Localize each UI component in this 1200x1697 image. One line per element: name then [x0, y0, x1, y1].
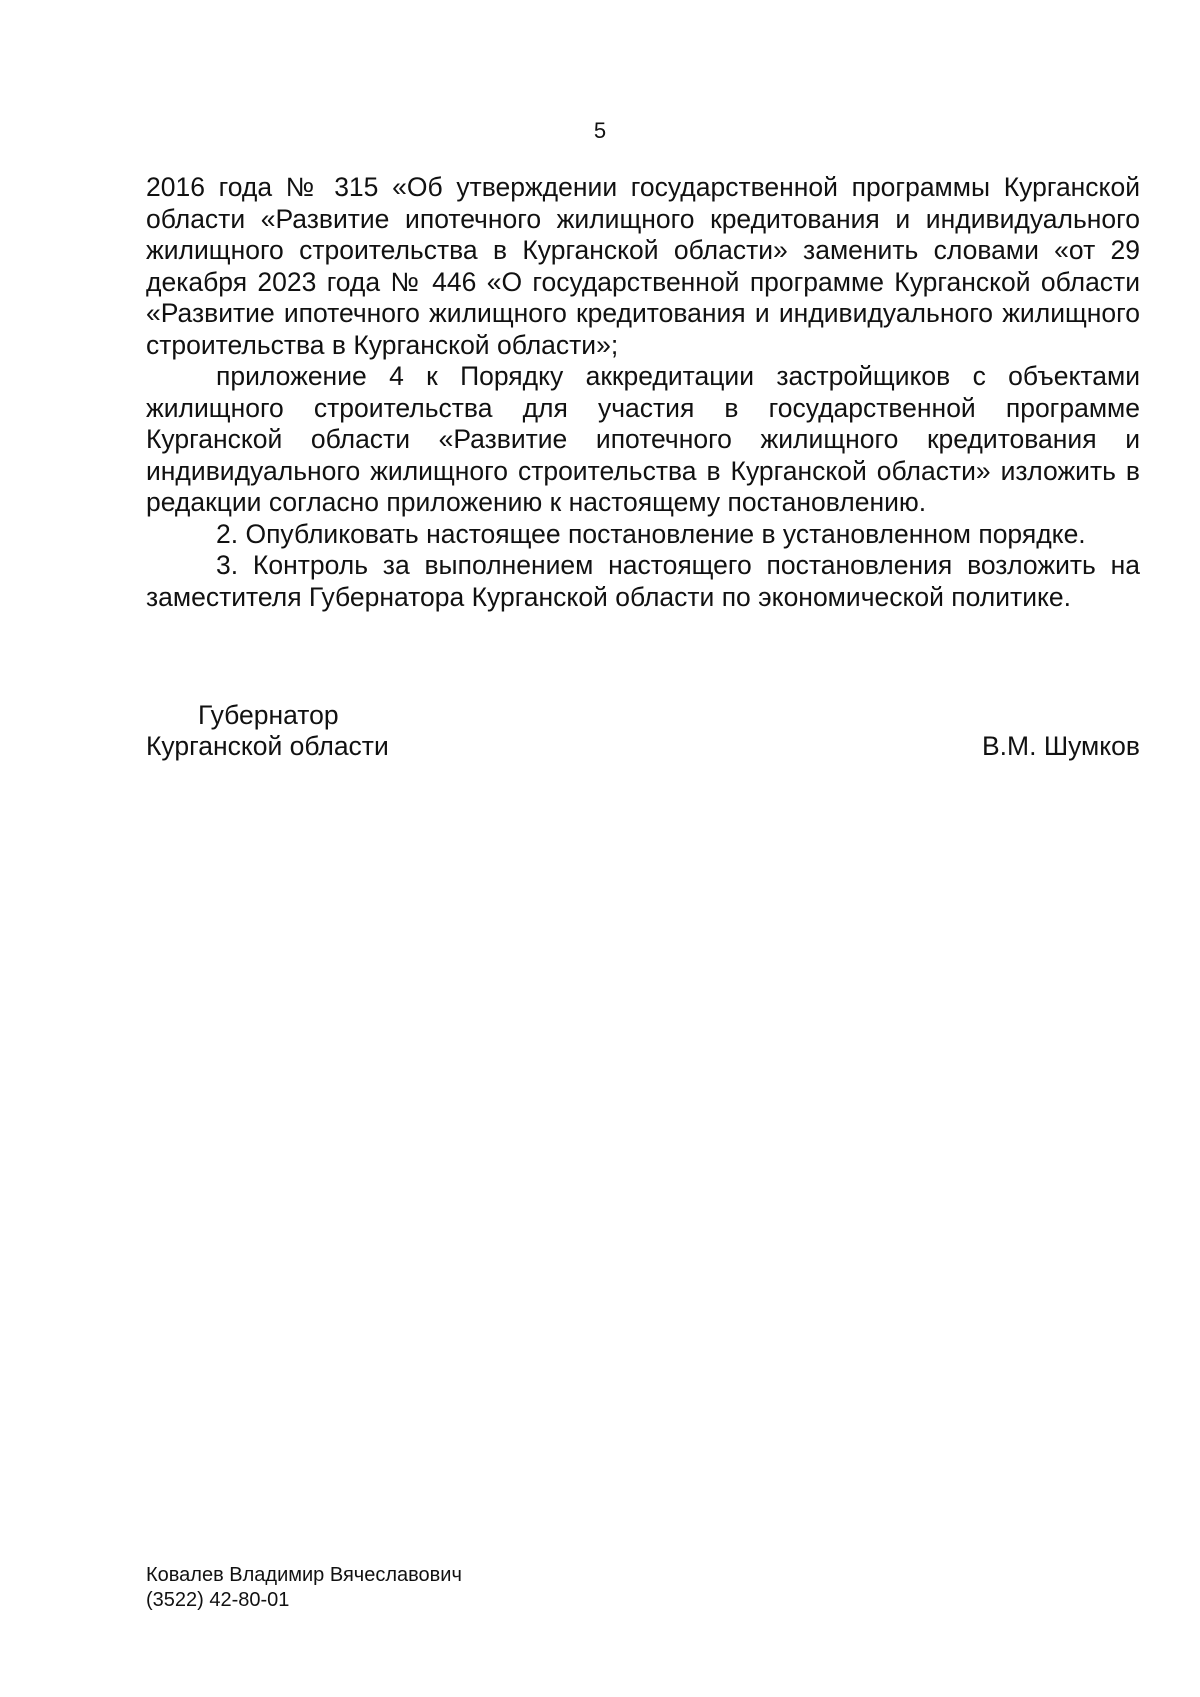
- paragraph-appendix-4: приложение 4 к Порядку аккредитации застройщиков с объектами жилищного строительства для участия в государственной программе Курганской области «Развитие ипотечного жилищного кредитования и индивидуального жилищного строительства в Курганской области» изложить в редакции согласно приложению к настоящему постановлению.: [146, 361, 1140, 517]
- paragraph-item-3: 3. Контроль за выполнением настоящего постановления возложить на заместителя Губернатора Курганской области по экономической политике.: [146, 550, 1140, 612]
- signatory-title-line1: Губернатор: [198, 700, 339, 730]
- executor-name: Ковалев Владимир Вячеславович: [146, 1564, 462, 1586]
- paragraph-item-2: 2. Опубликовать настоящее постановление в установленном порядке.: [216, 518, 1086, 549]
- signatory-name: В.М. Шумков: [981, 731, 1140, 761]
- document-body: [146, 172, 1140, 613]
- page-number: 5: [593, 118, 607, 143]
- executor-phone: (3522) 42-80-01: [146, 1589, 290, 1611]
- signatory-title-line2: Курганской области: [146, 731, 389, 761]
- paragraph-continuation: 2016 года № 315 «Об утверждении государственной программы Курганской области «Развитие ипотечного жилищного кредитования и индивидуального жилищного строительства в Курганской области» заменить словами «от 29 декабря 2023 года № 446 «О государственной программе Курганской области «Развитие ипотечного жилищного кредитования и индивидуального жилищного строительства в Курганской области»;: [146, 172, 1140, 360]
